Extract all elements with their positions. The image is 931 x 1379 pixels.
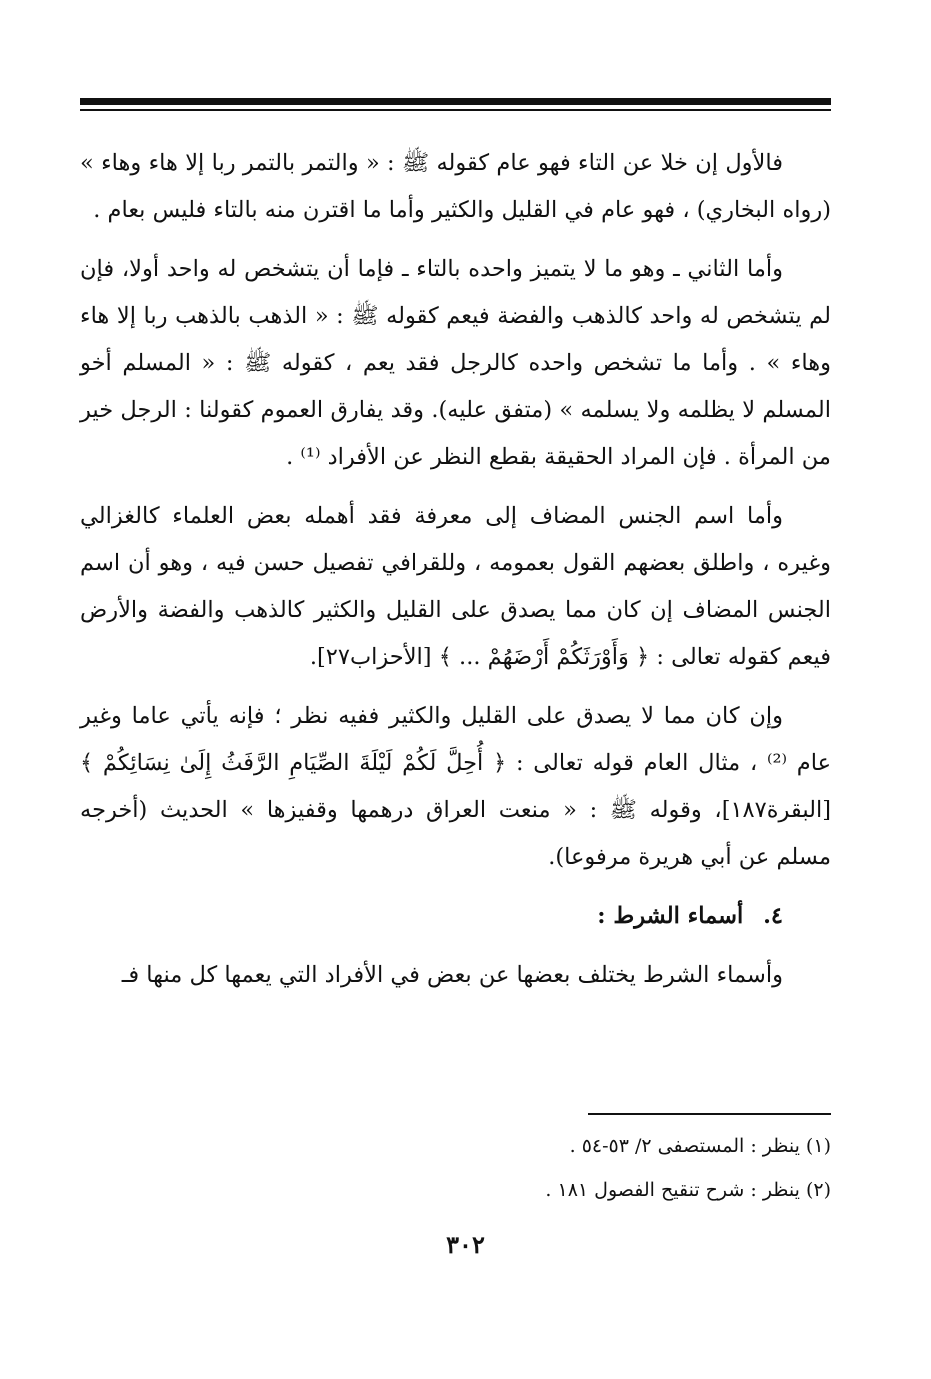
- paragraph: فالأول إن خلا عن التاء فهو عام كقوله ﷺ : « والتمر بالتمر ربا إلا هاء وهاء » (رواه البخاري) ، فهو عام في القليل والكثير وأما ما اقترن منه بالتاء فليس بعام .: [80, 150, 831, 223]
- footnotes: [80, 1124, 831, 1212]
- paragraph: وأسماء الشرط يختلف بعضها عن بعض في الأفراد التي يعمها كل منها فـ: [121, 962, 783, 988]
- paragraph: وأما اسم الجنس المضاف إلى معرفة فقد أهمله بعض العلماء كالغزالي وغيره ، واطلق بعضهم القول بعمومه ، وللقرافي تفصيل حسن فيه ، وهو أن اسم الجنس المضاف إن كان مما يصدق على القليل والكثير كالذهب والفضة والأرض فيعم كقوله تعالى : ﴿ وَأَوْرَثَكُمْ أَرْضَهُمْ ... ﴾ [الأحزاب٢٧].: [80, 503, 831, 670]
- header-rule-thin: [80, 109, 831, 111]
- section-heading-title: أسماء الشرط :: [597, 903, 744, 929]
- page-number: ٣٠٢: [446, 1230, 485, 1259]
- footnote: (٢) ينظر : شرح تنقيح الفصول ١٨١ .: [545, 1179, 831, 1201]
- paragraph: وأما الثاني ـ وهو ما لا يتميز واحده بالتاء ـ فإما أن يتشخص له واحد أولا، فإن لم يتشخص له واحد كالذهب والفضة فيعم كقوله ﷺ : « الذهب بالذهب ربا إلا هاء وهاء » . وأما ما تشخص واحده كالرجل فقد يعم ، كقوله ﷺ : « المسلم أخو المسلم لا يظلمه ولا يسلمه » (متفق عليه). وقد يفارق العموم كقولنا : الرجل خير من المرأة . فإن المراد الحقيقة بقطع النظر عن الأفراد ⁽¹⁾ .: [80, 256, 831, 470]
- main-text: [80, 140, 831, 1011]
- footnote-separator: [588, 1113, 831, 1115]
- footnote: (١) ينظر : المستصفى ٢/ ٥٣-٥٤ .: [569, 1135, 831, 1157]
- section-heading: [80, 893, 831, 940]
- section-heading-number: ٤.: [763, 903, 783, 929]
- header-rule-thick: [80, 98, 831, 105]
- paragraph: وإن كان مما لا يصدق على القليل والكثير ففيه نظر ؛ فإنه يأتي عاما وغير عام ⁽²⁾ ، مثال العام قوله تعالى : ﴿ أُحِلَّ لَكُمْ لَيْلَةَ الصِّيَامِ الرَّفَثُ إِلَىٰ نِسَائِكُمْ ﴾ [البقرة١٨٧]، وقوله ﷺ : « منعت العراق درهمها وقفيزها » الحديث (أخرجه مسلم عن أبي هريرة مرفوعا).: [80, 703, 831, 870]
